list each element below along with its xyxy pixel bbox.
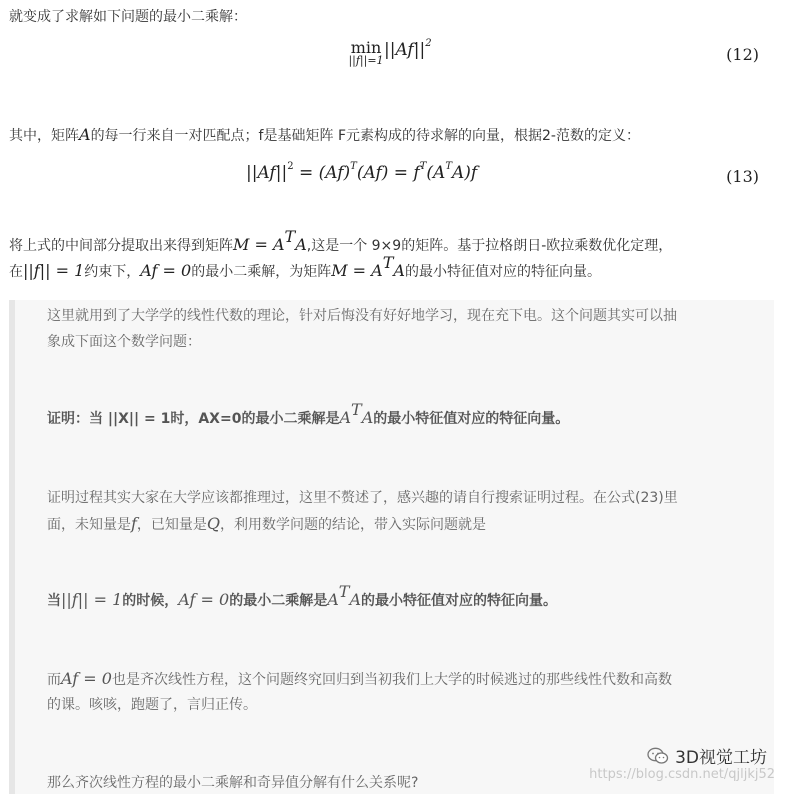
watermark-brand: 3D视觉工坊: [647, 743, 767, 768]
watermark-url: https://blog.csdn.net/qjljkj52: [589, 767, 775, 782]
quote-p3-line1: 证明过程其实大家在大学应该都推理过，这里不赘述了，感兴趣的请自行搜索证明过程。在公式(23)里: [47, 490, 678, 506]
eq12-min: min ||f||=1: [336, 38, 396, 67]
eq12-number: (12): [726, 45, 759, 64]
eq12-subscript: ||f||=1: [348, 54, 384, 67]
quote-p5-line2: 的课。咳咳，跑题了，言归正传。: [47, 697, 257, 713]
quote-question: 那么齐次线性方程的最小二乘解和奇异值分解有什么关系呢?: [47, 775, 419, 791]
quote-p3-line2: 面，未知量是f，已知量是Q，利用数学问题的结论，带入实际问题就是: [47, 514, 487, 533]
quote-p5-line1: 而Af = 0也是齐次线性方程，这个问题终究回归到当初我们上大学的时候逃过的那些线性代数和高数: [47, 669, 672, 688]
eq13-body: $||Af||^2 = (Af)^T(Af) = f^T(A^TA)f$: [246, 161, 478, 183]
quote-p1-line1: 这里就用到了大学学的线性代数的理论，针对后悔没有好好地学习，现在充下电。这个问题其实可以抽: [47, 308, 677, 324]
quote-conclusion: 当||f|| = 1的时候，Af = 0的最小二乘解是$A^TA$的最小特征值对应的特征向量。: [47, 582, 557, 609]
eq12-body: $||Af||^2$: [384, 38, 432, 60]
intro-text: 就变成了求解如下问题的最小二乘解：: [9, 9, 247, 25]
quote-p1-line2: 象成下面这个数学问题：: [47, 334, 201, 350]
paragraph-m-line1: 将上式的中间部分提取出来得到矩阵$M = A^TA$,这是一个 9×9的矩阵。基于拉格朗日-欧拉乘数优化定理，: [9, 227, 673, 254]
paragraph-matrix-a: 其中，矩阵A的每一行来自一对匹配点；f是基础矩阵 F元素构成的待求解的向量，根据2-范数的定义：: [9, 125, 640, 144]
blockquote: [9, 300, 774, 794]
paragraph-m-line2: 在||f|| = 1约束下，Af = 0的最小二乘解，为矩阵$M = A^TA$的最小特征值对应的特征向量。: [9, 253, 601, 280]
quote-proof-statement: 证明：当 ||X|| = 1时，AX=0的最小二乘解是$A^TA$的最小特征值对应的特征向量。: [47, 400, 570, 427]
wechat-icon: [647, 747, 669, 765]
eq13-number: (13): [726, 167, 759, 186]
